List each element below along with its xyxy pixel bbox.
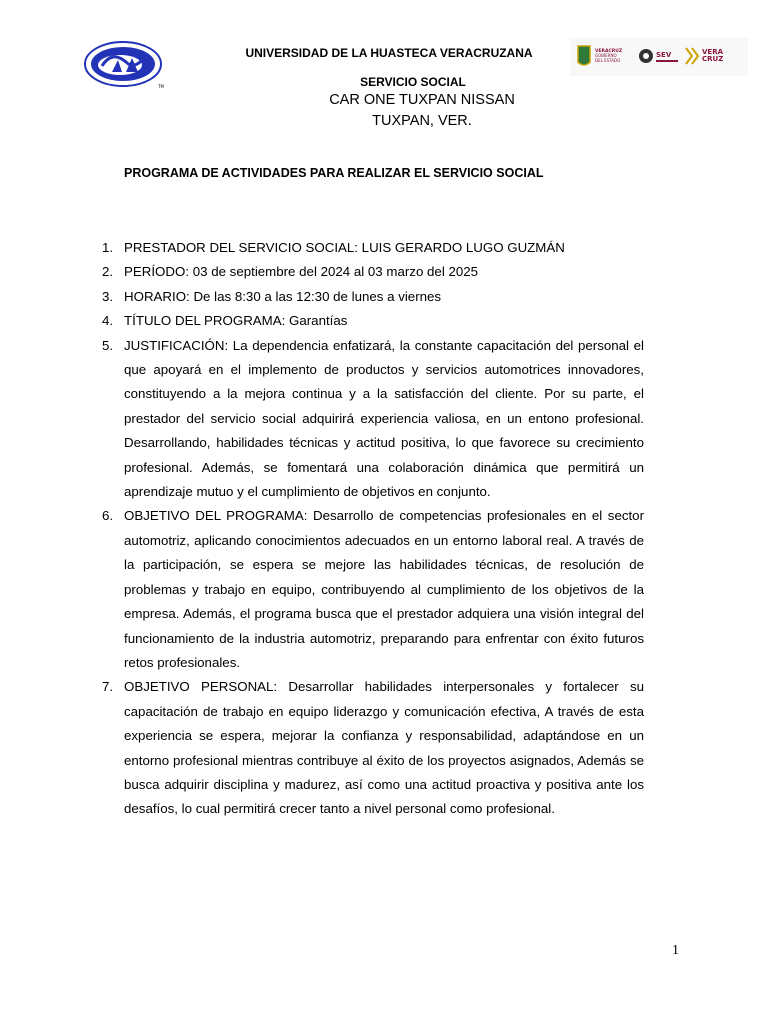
- activities-list: [98, 236, 644, 822]
- university-name: UNIVERSIDAD DE LA HUASTECA VERACRUZANA: [245, 46, 533, 60]
- item-text: PRESTADOR DEL SERVICIO SOCIAL: LUIS GERARDO LUGO GUZMÁN: [124, 240, 565, 255]
- item-text: OBJETIVO PERSONAL: Desarrollar habilidades interpersonales y fortalecer su capacitación de trabajo en equipo liderazgo y comunicación efectiva, A través de esta experiencia se espera, mejorar la confianza y responsabilidad, adaptándose en un entorno profesional mientras contribuye al éxito de los proyectos asignados, Además se busca adquirir disciplina y madurez, así como una actitud proactiva y positiva ante los desafíos, lo cual permitirá crecer tanto a nivel personal como profesional.: [124, 679, 644, 817]
- company-name: CAR ONE TUXPAN NISSAN: [329, 92, 515, 108]
- list-item: [98, 309, 644, 333]
- item-number: 2.: [102, 264, 114, 280]
- svg-text:TM: TM: [158, 84, 164, 89]
- item-text: TÍTULO DEL PROGRAMA: Garantías: [124, 313, 348, 329]
- list-item: [98, 285, 644, 309]
- list-item: [98, 675, 644, 821]
- item-text: OBJETIVO DEL PROGRAMA: Desarrollo de competencias profesionales en el sector automotriz, aplicando conocimientos adecuados en un entorno laboral real. A través de la participación, se espera se mejore las habilidades técnicas, de resolución de problemas y trabajo en equipo, contribuyendo al cumplimiento de los objetivos de la empresa. Además, el programa busca que el prestador adquiera una visión integral del funcionamiento de la industria automotriz, preparando para enfrentar con éxito futuros retos profesionales.: [124, 508, 644, 670]
- item-text: PERÍODO: 03 de septiembre del 2024 al 03 marzo del 2025: [124, 264, 479, 280]
- city-name: TUXPAN, VER.: [372, 113, 472, 129]
- item-number: 1.: [102, 240, 114, 255]
- item-number: 4.: [102, 313, 114, 329]
- item-text: JUSTIFICACIÓN: La dependencia enfatizará, la constante capacitación del personal el que apoyará en el implemento de productos y servicios automotrices innovadores, constituyendo a la mejora continua y a la satisfacción del cliente. Por su parte, el prestador del servicio social adquirirá experiencia valiosa, en un entono profesional. Desarrollando, habilidades técnicas y actitud positiva, lo que favorece su crecimiento profesional. Además, se fomentará una colaboración dinámica que permitirá un aprendizaje mutuo y el cumplimiento de objetivos en conjunto.: [124, 337, 644, 500]
- item-number: 3.: [102, 288, 114, 304]
- sev-label: SEV: [656, 51, 672, 59]
- vera-line-2: CRUZ: [702, 55, 724, 63]
- list-item: [98, 236, 644, 260]
- veracruz-line-2: GOBIERNO: [595, 53, 617, 58]
- veracruz-line-3: DEL ESTADO: [595, 58, 621, 63]
- item-number: 7.: [102, 679, 114, 695]
- vera-line-1: VERA: [702, 48, 724, 56]
- item-text: HORARIO: De las 8:30 a las 12:30 de lunes a viernes: [124, 288, 442, 304]
- item-number: 6.: [102, 508, 114, 524]
- page-number: 1: [672, 943, 679, 958]
- document-title: PROGRAMA DE ACTIVIDADES PARA REALIZAR EL SERVICIO SOCIAL: [124, 166, 544, 180]
- item-number: 5.: [102, 337, 114, 353]
- list-item: [98, 334, 644, 505]
- veracruz-line-1: VERACRUZ: [595, 49, 623, 54]
- service-heading: SERVICIO SOCIAL: [360, 75, 466, 89]
- list-item: [98, 504, 644, 675]
- list-item: [98, 260, 644, 284]
